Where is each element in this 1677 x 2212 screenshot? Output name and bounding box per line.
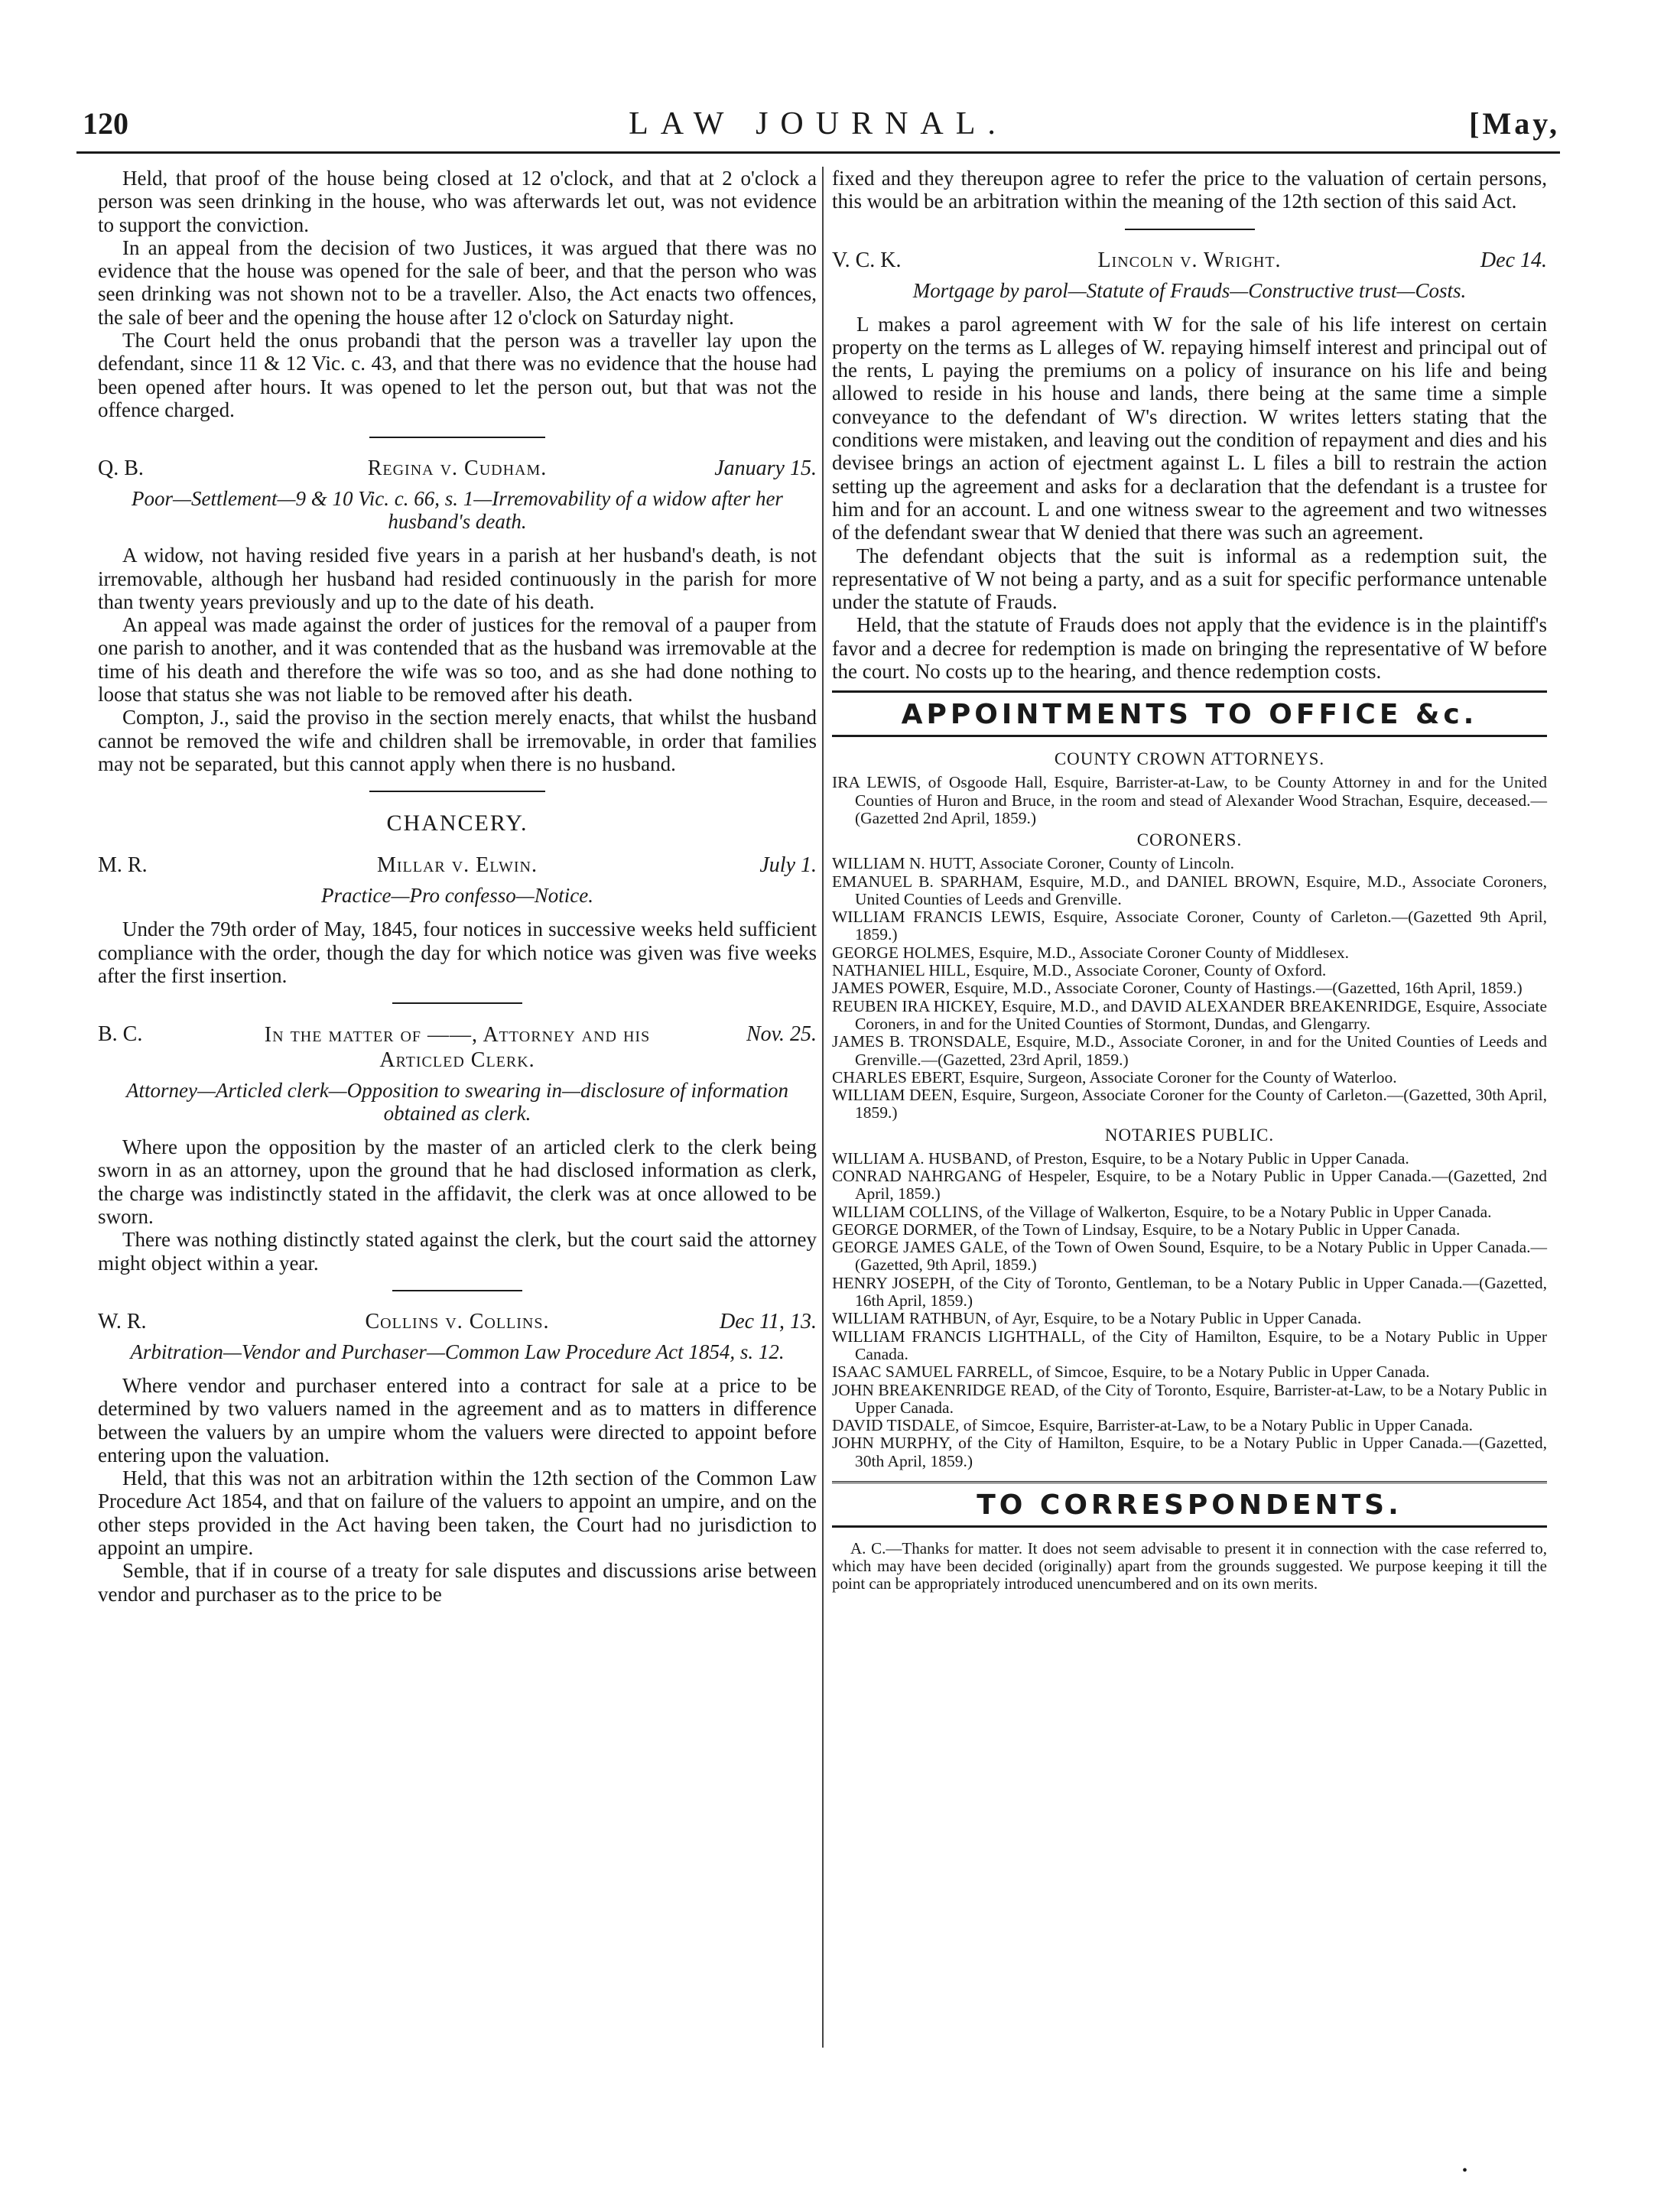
case-paragraph: Where vendor and purchaser entered into a contract for sale at a price to be determined by two valuers named in the agreement and as to matters in difference between the valuers by an umpire whom the valuers were directed to appoint before entering upon the valuation. xyxy=(98,1373,817,1467)
case-paragraph: Where upon the opposition by the master of an articled clerk to the clerk being sworn in as an attorney, upon the ground that he had disclosed information as clerk, the charge was indistinctly stated in the affidavit, the clerk was at once allowed to be sworn. xyxy=(98,1135,817,1229)
appointment-entry: WILLIAM FRANCIS LIGHTHALL, of the City of Hamilton, Esquire, to be a Notary Public in Upper Canada. xyxy=(832,1327,1547,1363)
appointment-entry: GEORGE DORMER, of the Town of Lindsay, Esquire, to be a Notary Public in Upper Canada. xyxy=(832,1220,1461,1239)
page-header xyxy=(76,106,1560,154)
appointment-entry: WILLIAM N. HUTT, Associate Coroner, County of Lincoln. xyxy=(832,854,1234,873)
appointment-entry: DAVID TISDALE, of Simcoe, Esquire, Barrister-at-Law, to be a Notary Public in Upper Canada. xyxy=(832,1416,1474,1435)
appointment-entry: ISAAC SAMUEL FARRELL, of Simcoe, Esquire, to be a Notary Public in Upper Canada. xyxy=(832,1363,1430,1382)
column-divider xyxy=(822,167,824,2048)
case-parties: Collins v. Collins. xyxy=(365,1309,550,1333)
continuation-paragraph: fixed and they thereupon agree to refer the price to the valuation of certain persons, this would be an arbitration within the meaning of the 12th section of this said Act. xyxy=(832,167,1547,213)
appointment-entry: IRA LEWIS, of Osgoode Hall, Esquire, Barrister-at-Law, to be County Attorney in and for the United Counties of Huron and Bruce, in the room and stead of Alexander Wood Strachan, Esquire, deceased.—(Gazetted 2nd April, 1859.) xyxy=(832,773,1547,827)
case-date: Dec 11, 13. xyxy=(720,1309,817,1333)
appointments-subhead: NOTARIES PUBLIC. xyxy=(1104,1125,1275,1145)
court-abbrev: W. R. xyxy=(98,1309,147,1333)
case-paragraph: There was nothing distinctly stated against the clerk, but the court said the attorney might object within a year. xyxy=(98,1228,817,1275)
case-parties-line: In the matter of ——, Attorney and his xyxy=(264,1023,651,1048)
case-topic: Practice—Pro confesso—Notice. xyxy=(321,884,593,908)
case-parties: Regina v. Cudham. xyxy=(367,456,548,481)
court-abbrev: B. C. xyxy=(98,1022,143,1047)
case-paragraph: The defendant objects that the suit is informal as a redemption suit, the representative of W not being a party, and as a suit for specific performance untenable under the statute of Frauds. xyxy=(832,544,1547,614)
page-mark: • xyxy=(1462,2162,1468,2179)
left-column xyxy=(98,167,817,1606)
appointment-entry: CONRAD NAHRGANG of Hespeler, Esquire, to be a Notary Public in Upper Canada.—(Gazetted, 2nd April, 1859.) xyxy=(832,1166,1547,1203)
appointment-entry: HENRY JOSEPH, of the City of Toronto, Gentleman, to be a Notary Public in Upper Canada.—(Gazetted, 16th April, 1859.) xyxy=(832,1273,1547,1311)
appointment-entry: WILLIAM DEEN, Esquire, Surgeon, Associate Coroner for the County of Carleton.—(Gazetted, 30th April, 1859.) xyxy=(832,1086,1547,1122)
case-heading xyxy=(98,1022,817,1074)
case-parties: Millar v. Elwin. xyxy=(376,853,538,878)
appointment-entry: EMANUEL B. SPARHAM, Esquire, M.D., and DANIEL BROWN, Esquire, M.D., Associate Coroners, United Counties of Leeds and Grenville. xyxy=(832,872,1547,908)
case-topic: Poor—Settlement—9 & 10 Vic. c. 66, s. 1—Irremovability of a widow after her husband's death. xyxy=(132,487,783,534)
case-paragraph: A widow, not having resided five years in a parish at her husband's death, is not irremovable, although her husband had resided continuously in the parish for more than twenty years previously and up to the date of his death. xyxy=(98,544,817,613)
opening-paragraph: Held, that proof of the house being closed at 12 o'clock, and that at 2 o'clock a person was seen drinking in the house, who was afterwards let out, was not evidence to support the conviction. xyxy=(98,167,817,236)
running-title: LAW JOURNAL. xyxy=(629,106,1008,141)
court-abbrev: V. C. K. xyxy=(832,248,902,272)
appointment-entry: REUBEN IRA HICKEY, Esquire, M.D., and DAVID ALEXANDER BREAKENRIDGE, Esquire, Associate Coroners, in and for the United Counties of Stormont, Dundas, and Glengarry. xyxy=(832,996,1547,1033)
case-heading xyxy=(98,853,817,879)
court-abbrev: M. R. xyxy=(98,853,148,878)
appointment-entry: JAMES B. TRONSDALE, Esquire, M.D., Associate Coroner, in and for the United Counties of Leeds and Grenville.—(Gazetted, 23rd April, 1859.) xyxy=(832,1032,1547,1069)
case-paragraph: Held, that this was not an arbitration within the 12th section of the Common Law Procedure Act 1854, and that on failure of the valuers to appoint an umpire, and on the other steps provided in the Act having been taken, the Court had no jurisdiction to appoint an umpire. xyxy=(98,1467,817,1559)
case-topic: Attorney—Articled clerk—Opposition to swearing in—disclosure of information obtained as clerk. xyxy=(126,1079,788,1125)
case-parties-line: Articled Clerk. xyxy=(379,1048,535,1073)
appointments-banner: APPOINTMENTS TO OFFICE &c. xyxy=(832,690,1547,737)
case-paragraph: Semble, that if in course of a treaty for sale disputes and discussions arise between vendor and purchaser as to the price to be xyxy=(98,1559,817,1606)
appointment-entry: WILLIAM COLLINS, of the Village of Walkerton, Esquire, to be a Notary Public in Upper Canada. xyxy=(832,1202,1492,1221)
appointment-entry: GEORGE JAMES GALE, of the Town of Owen Sound, Esquire, to be a Notary Public in Upper Canada.—(Gazetted, 9th April, 1859.) xyxy=(832,1238,1547,1275)
appointment-entry: JOHN MURPHY, of the City of Hamilton, Esquire, to be a Notary Public in Upper Canada.—(Gazetted, 30th April, 1859.) xyxy=(832,1434,1547,1470)
appointment-entry: WILLIAM A. HUSBAND, of Preston, Esquire, to be a Notary Public in Upper Canada. xyxy=(832,1148,1409,1168)
case-date: January 15. xyxy=(714,456,817,481)
case-paragraph: L makes a parol agreement with W for the sale of his life interest on certain property on the terms as L alleges of W. repaying himself interest and principal out of the rents, L paying the premiums on a policy of insurance on his life and being allowed to reside in his house and lands, there being at the same time a simple conveyance to the defendant of W's direction. W writes letters stating that the conditions were mistaken, and leaving out the condition of repayment and dies and his devisee brings an action of ejectment against L. L files a bill to restrain the action setting up the agreement and asks for a declaration that the defendant is a trustee for him and for an account. L and one witness swear to the agreement and two witnesses of the defendant swear that W denied that there was such an agreement. xyxy=(832,312,1547,544)
appointment-entry: CHARLES EBERT, Esquire, Surgeon, Associate Coroner for the County of Waterloo. xyxy=(832,1067,1397,1087)
case-paragraph: Compton, J., said the proviso in the section merely enacts, that whilst the husband cannot be removed the wife and children shall be irremovable, in order that families may not be separated, but this cannot apply when there is no husband. xyxy=(98,706,817,775)
correspondents-note: A. C.—Thanks for matter. It does not seem advisable to present it in connection with the case referred to, which may have been decided (originally) apart from the grounds suggested. We purpose keeping it till the point can be appropriately introduced unencumbered and on its own merits. xyxy=(832,1539,1547,1593)
case-date: Dec 14. xyxy=(1480,248,1547,272)
issue-month: [May, xyxy=(1469,106,1560,141)
appointment-entry: JAMES POWER, Esquire, M.D., Associate Coroner, County of Hastings.—(Gazetted, 16th April, 1859.) xyxy=(832,979,1523,998)
appointment-entry: JOHN BREAKENRIDGE READ, of the City of Toronto, Esquire, Barrister-at-Law, to be a Notary Public in Upper Canada. xyxy=(832,1380,1547,1417)
case-paragraph: An appeal was made against the order of justices for the removal of a pauper from one parish to another, and it was contended that as the husband was irremovable at the time of his death and therefore the wife was so too, and as she had done nothing to loose that status she was not liable to be removed after his death. xyxy=(98,613,817,706)
case-topic: Mortgage by parol—Statute of Frauds—Constructive trust—Costs. xyxy=(912,278,1467,302)
case-date: Nov. 25. xyxy=(746,1022,817,1047)
case-topic: Arbitration—Vendor and Purchaser—Common Law Procedure Act 1854, s. 12. xyxy=(130,1340,785,1363)
right-column xyxy=(832,167,1547,1593)
page-number: 120 xyxy=(83,106,128,141)
case-paragraph: Under the 79th order of May, 1845, four notices in successive weeks held sufficient compliance with the order, though the day for which notice was given was five weeks after the first insertion. xyxy=(98,918,817,987)
section-rule xyxy=(1125,229,1255,230)
case-heading xyxy=(98,1310,817,1336)
appointment-entry: GEORGE HOLMES, Esquire, M.D., Associate Coroner County of Middlesex. xyxy=(832,943,1349,962)
section-rule xyxy=(369,437,545,438)
appointments-section xyxy=(832,1125,1547,1470)
opening-paragraph: In an appeal from the decision of two Justices, it was argued that there was no evidence that the house was opened for the sale of beer, and that the person who was seen drinking was not shown not to be a traveller. Also, the Act enacts two offences, the sale of beer and the opening the house after 12 o'clock on Saturday night. xyxy=(98,235,817,329)
opening-paragraph: The Court held the onus probandi that the person was a traveller lay upon the defendant, since 11 & 12 Vic. c. 43, and that there was no evidence that the house had been opened after hours. It was opened to let the person out, but that was not the offence charged. xyxy=(98,329,817,421)
case-paragraph: Held, that the statute of Frauds does not apply that the evidence is in the plaintiff's favor and a decree for redemption is made on bringing the representative of W before the court. No costs up to the hearing, and thence redemption costs. xyxy=(832,613,1547,684)
case-parties xyxy=(98,1022,817,1073)
case-heading xyxy=(832,248,1547,274)
section-rule xyxy=(392,1290,522,1291)
chancery-title: CHANCERY. xyxy=(386,810,528,836)
court-abbrev: Q. B. xyxy=(98,456,144,481)
appointment-entry: WILLIAM FRANCIS LEWIS, Esquire, Associate Coroner, County of Carleton.—(Gazetted 9th April, 1859.) xyxy=(832,908,1547,944)
case-parties: Lincoln v. Wright. xyxy=(1097,248,1282,272)
appointments-section xyxy=(832,830,1547,1122)
case-date: July 1. xyxy=(759,853,817,878)
section-rule xyxy=(392,1002,522,1004)
appointment-entry: WILLIAM RATHBUN, of Ayr, Esquire, to be a Notary Public in Upper Canada. xyxy=(832,1309,1362,1328)
appointment-entry: NATHANIEL HILL, Esquire, M.D., Associate Coroner, County of Oxford. xyxy=(832,961,1327,980)
correspondents-banner: TO CORRESPONDENTS. xyxy=(832,1481,1547,1528)
appointments-section xyxy=(832,749,1547,827)
appointments-subhead: COUNTY CROWN ATTORNEYS. xyxy=(1054,749,1325,769)
section-rule xyxy=(369,791,545,792)
appointments-subhead: CORONERS. xyxy=(1136,830,1243,850)
case-heading xyxy=(98,456,817,482)
